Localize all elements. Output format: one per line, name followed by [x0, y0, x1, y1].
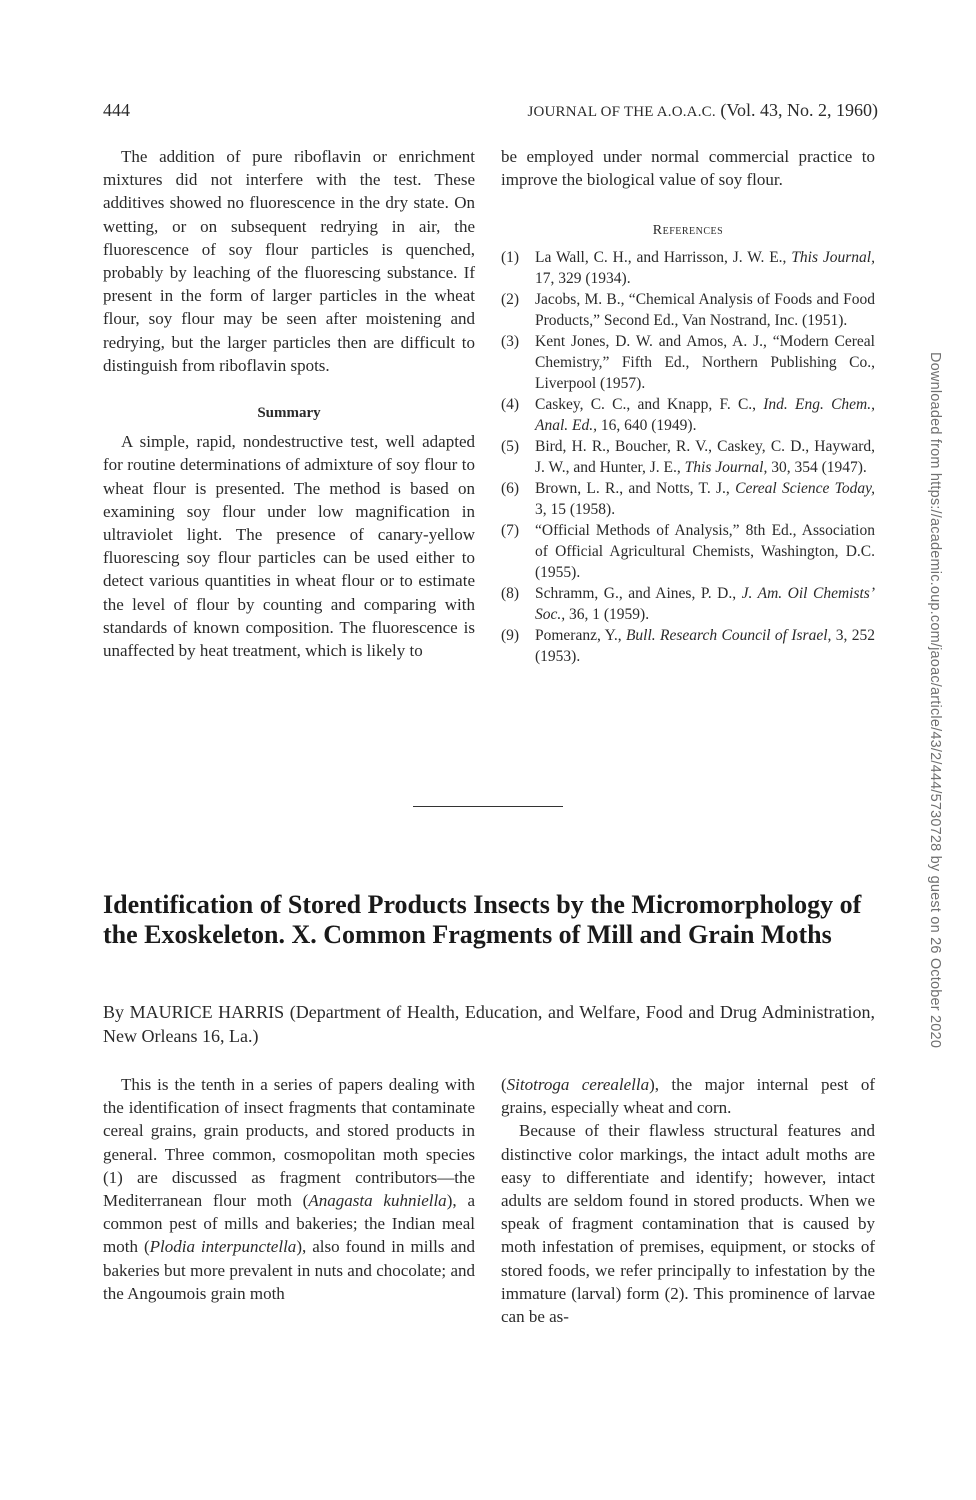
section-divider: [413, 806, 563, 807]
reference-number: (5): [501, 437, 520, 455]
article-byline: By MAURICE HARRIS (Department of Health, Education, and Welfare, Food and Drug Administration, New Orleans 16, La.): [103, 1002, 875, 1046]
reference-number: (8): [501, 584, 520, 602]
reference-number: (1): [501, 248, 520, 266]
intro-paragraph: This is the tenth in a series of papers dealing with the identification of insect fragments that contaminate cereal grains, grain products, and stored products in general. Three common, cosmopolitan moth species (1) are discussed as fragment contributors—the Mediterranean flour moth (Anagasta kuhniella), a common pest of mills and bakeries; the Indian meal moth (Plodia interpunctella), also found in mills and bakeries but more prevalent in nuts and chocolate; and the Angoumois grain moth: [103, 1075, 476, 1303]
reference-item: (3) Kent Jones, D. W. and Amos, A. J., “Modern Cereal Chemistry,” Fifth Ed., Northern Publishing Co., Liverpool (1957).: [501, 332, 875, 392]
paragraph: The addition of pure riboflavin or enrichment mixtures did not interfere with the test. These additives showed no fluorescence in the dry state. On wetting, or on subsequent redrying in air, the fluorescence of soy flour particles is quenched, probably by leaching of the fluorescing substance. If present in the form of larger particles in the wheat flour, soy flour may be seen after moistening and redrying, but the larger particles then are difficult to distinguish from riboflavin spots.: [103, 147, 475, 375]
column-right-top: [501, 145, 875, 667]
continuation-paragraph: be employed under normal commercial practice to improve the biological value of soy flour.: [501, 147, 875, 190]
reference-item: (5) Bird, H. R., Boucher, R. V., Caskey, C. D., Hayward, J. W., and Hunter, J. E., This Journal, 30, 354 (1947).: [501, 437, 875, 476]
journal-name: JOURNAL OF THE A.O.A.C.: [527, 104, 716, 120]
reference-item: (2) Jacobs, M. B., “Chemical Analysis of Foods and Food Products,” Second Ed., Van Nostrand, Inc. (1951).: [501, 290, 875, 329]
reference-number: (4): [501, 395, 520, 413]
reference-item: (8) Schramm, G., and Aines, P. D., J. Am. Oil Chemists’ Soc., 36, 1 (1959).: [501, 584, 875, 623]
running-header: [527, 100, 878, 121]
continuation-text: (Sitotroga cerealella), the major internal pest of grains, especially wheat and corn.: [501, 1075, 875, 1118]
page-number: 444: [103, 100, 130, 120]
references-heading: References: [652, 223, 724, 239]
summary-heading: Summary: [257, 405, 321, 422]
paragraph: Because of their flawless structural features and distinctive color markings, the intact adult moths are easy to differentiate and identify; however, intact adults are seldom found in stored products. When we speak of fragment contamination that is caused by moth infestation of premises, equipment, or stocks of stored foods, we refer principally to infestation by the immature (larval) form (2). This prominence of larvae can be as-: [501, 1121, 875, 1327]
reference-item: (7) “Official Methods of Analysis,” 8th Ed., Association of Official Agricultural Chemists, Washington, D.C. (1955).: [501, 521, 875, 581]
reference-number: (9): [501, 626, 520, 644]
references-list: [501, 247, 875, 667]
reference-item: (1) La Wall, C. H., and Harrisson, J. W. E., This Journal, 17, 329 (1934).: [501, 248, 875, 287]
reference-number: (6): [501, 479, 520, 497]
reference-item: (6) Brown, L. R., and Notts, T. J., Cereal Science Today, 3, 15 (1958).: [501, 479, 875, 518]
reference-item: (4) Caskey, C. C., and Knapp, F. C., Ind. Eng. Chem., Anal. Ed., 16, 640 (1949).: [501, 395, 875, 434]
reference-number: (3): [501, 332, 520, 350]
column-left-top: [103, 145, 475, 662]
reference-number: (7): [501, 521, 520, 539]
reference-item: (9) Pomeranz, Y., Bull. Research Council of Israel, 3, 252 (1953).: [501, 626, 875, 665]
reference-number: (2): [501, 290, 520, 308]
summary-paragraph: A simple, rapid, nondestructive test, well adapted for routine determinations of admixture of soy flour to wheat flour is presented. The method is based on examining soy flour under low magnification in ultraviolet light. The presence of canary-yellow fluorescing soy flour particles can be used either to detect various quantities in wheat flour or to estimate the level of flour by counting and comparing with standards of known composition. The fluorescence is unaffected by heat treatment, which is likely to: [103, 432, 475, 661]
download-watermark: Downloaded from https://academic.oup.com/jaoac/article/43/2/444/5730728 by guest on 26 October 2020: [927, 351, 943, 1049]
journal-volume: (Vol. 43, No. 2, 1960): [720, 100, 878, 120]
article-title: Identification of Stored Products Insects by the Micromorphology of the Exoskeleton. X. Common Fragments of Mill and Grain Moths: [103, 890, 862, 949]
column-right-bottom: [501, 1073, 875, 1328]
column-left-bottom: [103, 1073, 475, 1305]
